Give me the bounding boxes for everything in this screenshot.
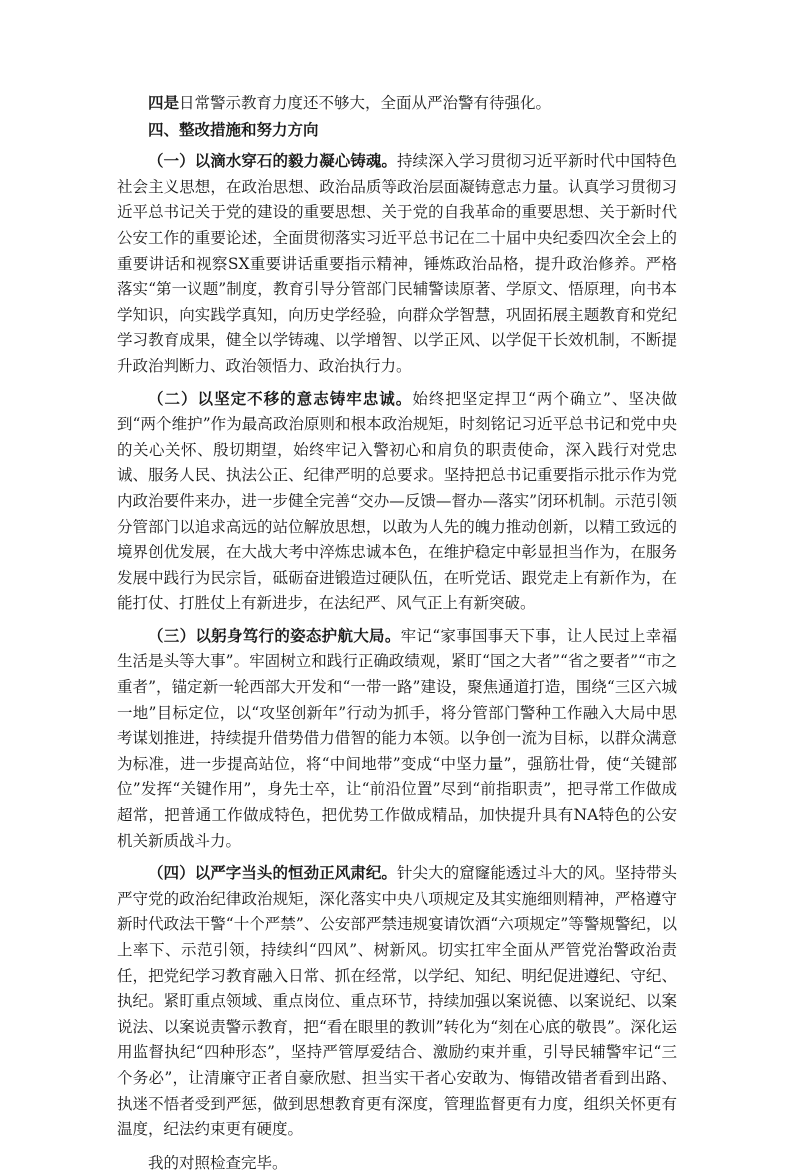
measure-text-4: 针尖大的窟窿能透过斗大的风。坚持带头严守党的政治纪律政治规矩，深化落实中央八项规定及其实施细则精神，严格遵守新时代政法干警“十个严禁”、公安部严禁违规宴请饮酒“六项规定”等警规警纪，以上率下、示范引领，持续纠“四风”、树新风。切实扛牢全面从严管党治警政治责任，把党纪学习教育融入日常、抓在经常，以学纪、知纪、明纪促进遵纪、守纪、执纪。紧盯重点领域、重点岗位、重点环节，持续加强以案说德、以案说纪、以案说法、以案说责警示教育，把“看在眼里的教训”转化为“刻在心底的敬畏”。深化运用监督执纪“四种形态”，坚持严管厚爱结合、激励约束并重，引导民辅警牢记“三个务必”，让清廉守正者自豪欣慰、担当实干者心安敢为、悔错改错者看到出路、执迷不悟者受到严惩，做到思想教育更有深度，管理监督更有力度，组织关怀更有温度，纪法约束更有硬度。 — [117, 864, 677, 1139]
section-heading: 四、整改措施和努力方向 — [148, 119, 319, 139]
document-body — [117, 90, 677, 1176]
measure-paragraph-2 — [117, 386, 677, 617]
measure-heading-3: （三）以躬身笃行的姿态护航大局。 — [148, 625, 401, 645]
paragraph-lead: 四是 — [148, 93, 180, 112]
measure-heading-2: （二）以坚定不移的意志铸牢忠诚。 — [148, 388, 413, 408]
measure-paragraph-4 — [117, 860, 677, 1143]
measure-text-1: 持续深入学习贯彻习近平新时代中国特色社会主义思想，在政治思想、政治品质等政治层面凝铸意志力量。认真学习贯彻习近平总书记关于党的建设的重要思想、关于党的自我革命的重要思想、关于新时代公安工作的重要论述，全面贯彻落实习近平总书记在二十届中央纪委四次全会上的重要讲话和视察SX重要讲话重要指示精神，锤炼政治品格，提升政治修养。严格落实“第一议题”制度，教育引导分管部门民辅警读原著、学原文、悟原理，向书本学知识，向实践学真知，向历史学经验，向群众学智慧，巩固拓展主题教育和党纪学习教育成果，健全以学铸魂、以学增智、以学正风、以学促干长效机制，不断提升政治判断力、政治领悟力、政治执行力。 — [117, 152, 677, 375]
measure-paragraph-3 — [117, 623, 677, 854]
measure-text-2: 始终把坚定捍卫“两个确立”、坚决做到“两个维护”作为最高政治原则和根本政治规矩，时刻铭记习近平总书记和党中央的关心关怀、殷切期望，始终牢记入警初心和肩负的职责使命，深入践行对党忠诚、服务人民、执法公正、纪律严明的总要求。坚持把总书记重要指示批示作为党内政治要件来办，进一步健全完善“交办—反馈—督办—落实”闭环机制。示范引领分管部门以追求高远的站位解放思想，以敢为人先的魄力推动创新，以精工致远的境界创优发展，在大战大考中淬炼忠诚本色，在维护稳定中彰显担当作为，在服务发展中践行为民宗旨，砥砺奋进锻造过硬队伍，在听党话、跟党走上有新作为，在能打仗、打胜仗上有新进步，在法纪严、风气正上有新突破。 — [117, 389, 677, 613]
paragraph-text: 日常警示教育力度还不够大，全面从严治警有待强化。 — [179, 94, 552, 112]
measure-heading-4: （四）以严字当头的恒劲正风肃纪。 — [148, 863, 397, 883]
measure-text-3: 牢记“家事国事天下事，让人民过上幸福生活是头等大事”。牢固树立和践行正确政绩观，紧盯“国之大者”“省之要者”“市之重者”，锚定新一轮西部大开发和“一带一路”建设，聚焦通道打造，围绕“三区六城一地”目标定位，以“攻坚创新年”行动为抓手，将分管部门警种工作融入大局中思考谋划推进，持续提升借势借力借智的能力本领。以争创一流为目标，以群众满意为标准，进一步提高站位，将“中间地带”变成“中坚力量”，强筋壮骨，使“关键部位”发挥“关键作用”，身先士卒，让“前沿位置”尽到“前指职责”，把寻常工作做成超常，把普通工作做成特色，把优势工作做成精品，加快提升具有NA特色的公安机关新质战斗力。 — [117, 626, 677, 850]
closing-statement: 我的对照检查完毕。 — [148, 1153, 288, 1172]
measure-heading-1: （一）以滴水穿石的毅力凝心铸魂。 — [148, 151, 397, 171]
paragraph-4-shi — [117, 90, 677, 117]
measure-paragraph-1 — [117, 148, 677, 379]
